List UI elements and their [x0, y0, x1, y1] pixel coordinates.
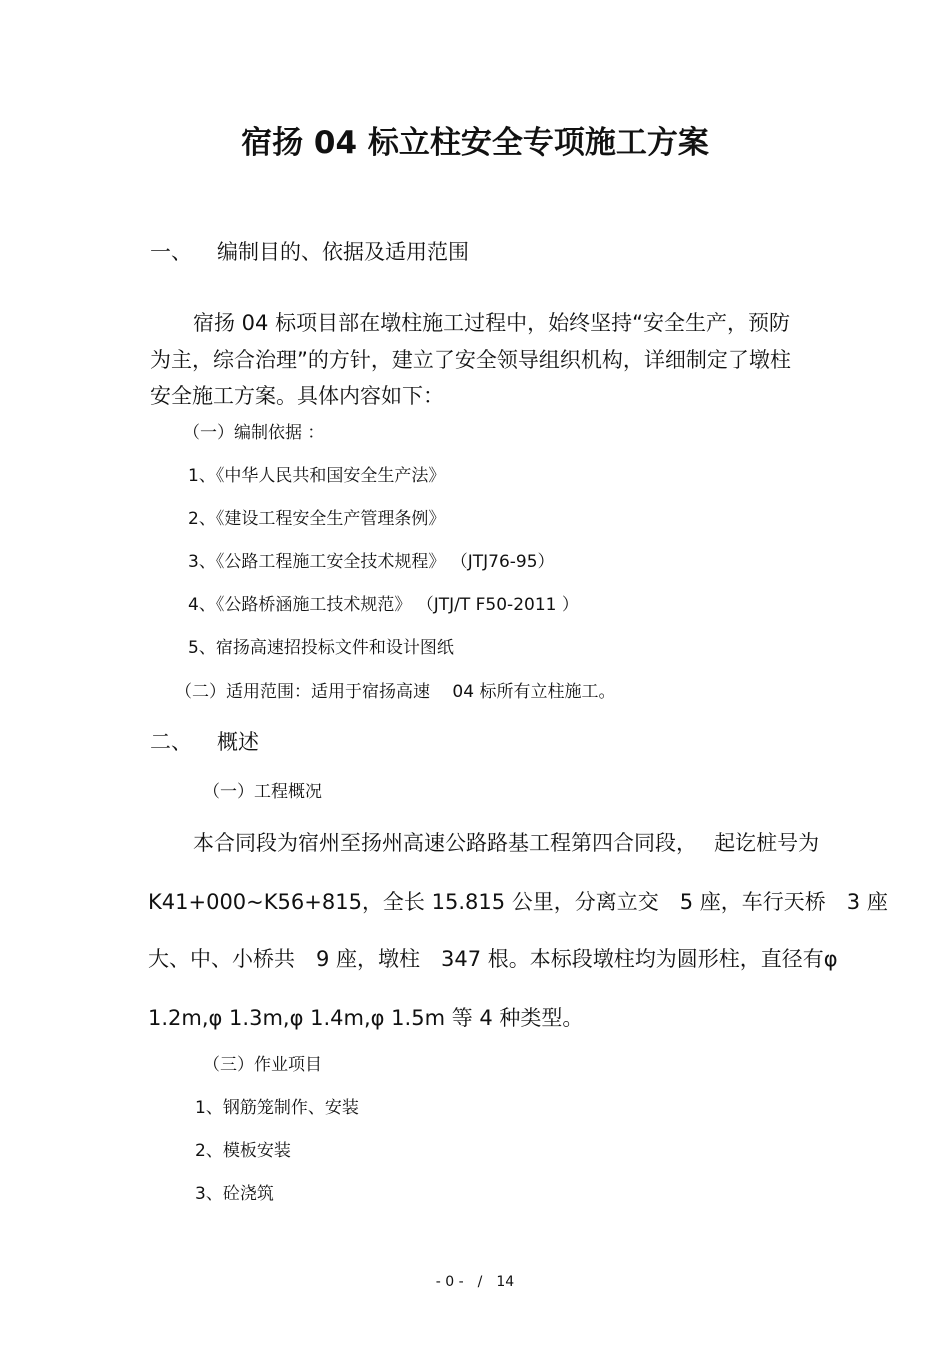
overview-line-1: 本合同段为宿州至扬州高速公路路基工程第四合同段， 起讫桩号为 — [193, 831, 820, 855]
work-heading: （三）作业项目 — [203, 1055, 322, 1075]
basis-item-1: 1、《中华人民共和国安全生产法》 — [188, 466, 446, 486]
overview-line-2: K41+000~K56+815，全长 15.815 公里，分离立交 5 座，车行天桥 3 座 — [148, 890, 888, 914]
overview-line-3: 大、中、小桥共 9 座，墩柱 347 根。本标段墩柱均为圆形柱，直径有φ — [148, 947, 838, 971]
scope-line: （二）适用范围：适用于宿扬高速 04 标所有立柱施工。 — [175, 682, 616, 702]
overview-heading: （一）工程概况 — [203, 782, 322, 802]
work-item-1: 1、钢筋笼制作、安装 — [195, 1098, 359, 1118]
overview-line-4: 1.2m,φ 1.3m,φ 1.4m,φ 1.5m 等 4 种类型。 — [148, 1006, 584, 1030]
section-1-heading: 编制目的、依据及适用范围 — [217, 240, 469, 264]
page-indicator: - 0 - / 14 — [435, 1274, 515, 1290]
section-2-heading: 概述 — [217, 730, 259, 754]
section-2-number: 二、 — [150, 730, 192, 754]
section-1-paragraph-line-3: 安全施工方案。具体内容如下： — [150, 384, 444, 408]
basis-item-2: 2、《建设工程安全生产管理条例》 — [188, 509, 446, 529]
work-item-2: 2、模板安装 — [195, 1141, 291, 1161]
basis-item-5: 5、宿扬高速招投标文件和设计图纸 — [188, 638, 454, 658]
section-1-paragraph-line-2: 为主，综合治理”的方针，建立了安全领导组织机构，详细制定了墩柱 — [150, 348, 791, 372]
document-title: 宿扬 04 标立柱安全专项施工方案 — [241, 125, 709, 161]
work-item-3: 3、砼浇筑 — [195, 1184, 274, 1204]
basis-heading: （一）编制依据 ： — [183, 423, 325, 443]
basis-item-3: 3、《公路工程施工安全技术规程》 （JTJ76-95） — [188, 552, 555, 572]
section-1-paragraph-line-1: 宿扬 04 标项目部在墩柱施工过程中，始终坚持“安全生产，预防 — [193, 311, 790, 335]
basis-item-4: 4、《公路桥涵施工技术规范》 （JTJ/T F50-2011 ） — [188, 595, 579, 615]
section-1-number: 一、 — [150, 240, 192, 264]
